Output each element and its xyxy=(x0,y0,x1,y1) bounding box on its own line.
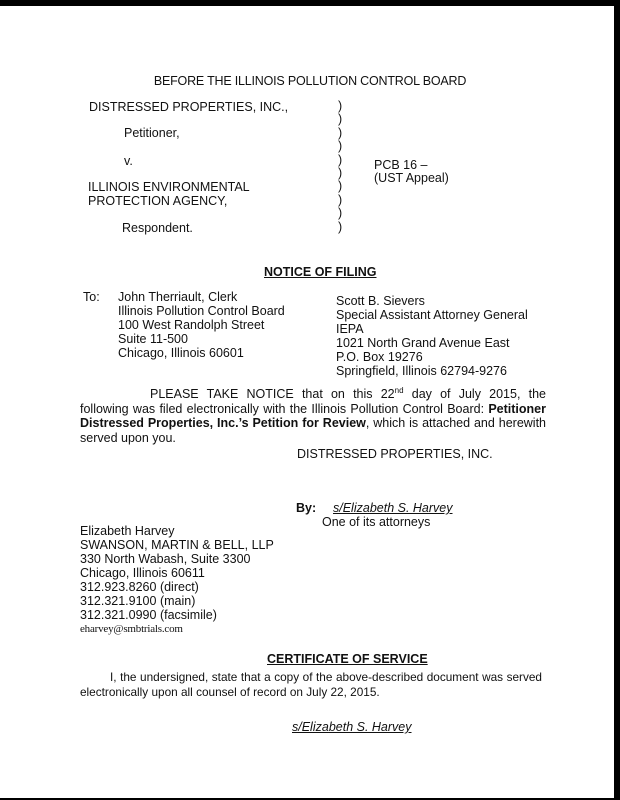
iepa-address xyxy=(336,294,528,378)
by-label: By: xyxy=(296,501,317,515)
petitioner-role: Petitioner, xyxy=(124,126,180,140)
attorney-line: 312.923.8260 (direct) xyxy=(80,580,199,594)
document-title: Petitioner Distressed Properties, Inc.’s Petition for Review xyxy=(80,401,546,431)
attorney-line: 312.321.9100 (main) xyxy=(80,594,196,608)
attorney-block xyxy=(80,524,274,636)
certificate-title: CERTIFICATE OF SERVICE xyxy=(267,652,428,666)
certificate-signature: s/Elizabeth S. Harvey xyxy=(292,720,412,734)
address-line: P.O. Box 19276 xyxy=(336,350,423,364)
to-label: To: xyxy=(83,290,100,304)
petitioner-name: DISTRESSED PROPERTIES, INC., xyxy=(89,100,289,114)
certificate-body-text: I, the undersigned, state that a copy of the above-described document was served electronically upon all counsel of record on July 22, 2015. xyxy=(80,670,542,699)
respondent-name-line2: PROTECTION AGENCY, xyxy=(88,194,228,208)
paren: ) xyxy=(338,219,343,234)
notice-body-superscript: nd xyxy=(394,386,404,395)
paren: ) xyxy=(338,166,343,181)
versus-label: v. xyxy=(124,154,133,168)
paren: ) xyxy=(338,139,343,154)
electronic-signature: s/Elizabeth S. Harvey xyxy=(333,501,453,515)
company-signature: DISTRESSED PROPERTIES, INC. xyxy=(297,447,493,461)
attorney-line: Chicago, Illinois 60611 xyxy=(80,566,205,580)
paren: ) xyxy=(338,112,343,127)
address-line: Illinois Pollution Control Board xyxy=(118,304,285,318)
respondent-role: Respondent. xyxy=(122,221,193,235)
clerk-address xyxy=(118,290,285,360)
paren: ) xyxy=(338,179,343,194)
attorney-line: SWANSON, MARTIN & BELL, LLP xyxy=(80,538,274,552)
attorney-line: 330 North Wabash, Suite 3300 xyxy=(80,552,251,566)
address-line: Chicago, Illinois 60601 xyxy=(118,346,244,360)
paren: ) xyxy=(338,192,343,207)
board-heading: BEFORE THE ILLINOIS POLLUTION CONTROL BOARD xyxy=(153,74,467,88)
attorney-email: eharvey@smbtrials.com xyxy=(80,623,183,635)
address-line: John Therriault, Clerk xyxy=(118,290,238,304)
notice-body-part1: PLEASE TAKE NOTICE that on this 22 xyxy=(150,387,395,402)
address-line: 1021 North Grand Avenue East xyxy=(336,336,510,350)
certificate-body xyxy=(80,670,542,699)
address-line: IEPA xyxy=(336,322,364,336)
address-line: Suite 11-500 xyxy=(118,332,188,346)
address-line: Springfield, Illinois 62794-9276 xyxy=(336,364,507,378)
paren: ) xyxy=(338,152,343,167)
respondent-name-line1: ILLINOIS ENVIRONMENTAL xyxy=(88,180,250,194)
case-type: (UST Appeal) xyxy=(374,171,449,185)
notice-body-part2: day of July 2015, the following was filed electronically with the Illinois Pollution Control Board: xyxy=(80,387,546,416)
notice-body xyxy=(80,384,546,446)
address-line: Scott B. Sievers xyxy=(336,294,425,308)
paren: ) xyxy=(338,125,343,140)
address-line: Special Assistant Attorney General xyxy=(336,308,528,322)
paren: ) xyxy=(338,99,343,113)
caption-parentheses xyxy=(338,100,348,234)
attorney-line: 312.321.0990 (facsimile) xyxy=(80,608,217,622)
attorney-line: Elizabeth Harvey xyxy=(80,524,175,538)
notice-of-filing-title: NOTICE OF FILING xyxy=(264,265,377,279)
signature-role: One of its attorneys xyxy=(322,515,431,529)
address-line: 100 West Randolph Street xyxy=(118,318,265,332)
case-number: PCB 16 – xyxy=(374,158,428,172)
paren: ) xyxy=(338,206,343,221)
notice-body-part3: , which is attached and herewith served upon you. xyxy=(80,416,546,445)
